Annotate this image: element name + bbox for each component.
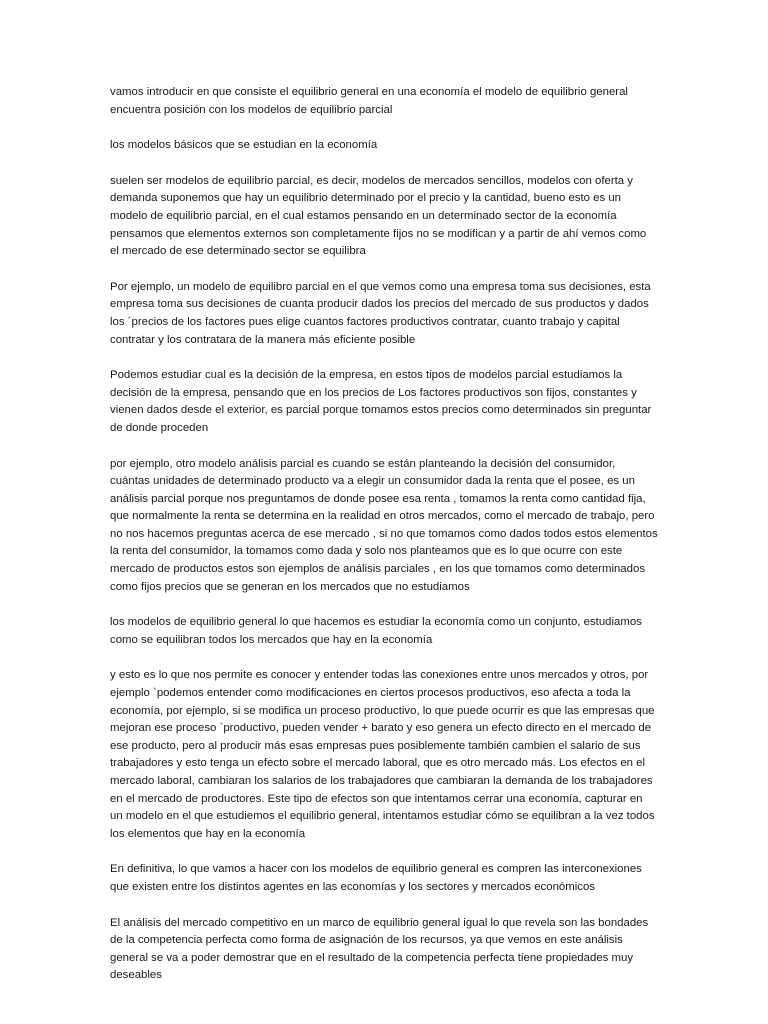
paragraph-3: suelen ser modelos de equilibrio parcial, es decir, modelos de mercados sencillos, modelos con oferta y demanda suponemos que hay un equilibrio determinado por el precio y la cantidad, bueno esto es un modelo de equilibrio parcial, en el cual estamos pensando en un determinado sector de la economía pensamos que elementos externos son completamente fijos no se modifican y a partir de ahí vemos como el mercado de ese determinado sector se equilibra <box>110 174 647 258</box>
paragraph-2: los modelos básicos que se estudian en la economía <box>110 139 378 152</box>
paragraph-8: y esto es lo que nos permite es conocer y entender todas las conexiones entre unos mercados y otros, por ejemplo `podemos entender como modificaciones en ciertos procesos productivos, eso afecta a toda la economía, por ejemplo, si se modifica un proceso productivo, lo que puede ocurrir es que las empresas que mejoran ese proceso `productivo, pueden vender + barato y eso genera un efecto directo en el mercado de ese producto, pero al producir más esas empresas pues posiblemente también cambien el salario de sus trabajadores y esto tenga un efecto sobre el mercado laboral, que es otro mercado más. Los efectos en el mercado laboral, cambiaran los salarios de los trabajadores que cambiaran la demanda de los trabajadores en el mercado de productores. Este tipo de efectos son que intentamos cerrar una economía, capturar en un modelo en el que estudiemos el equilibrio general, intentamos estudiar cómo se equilibran a la vez todos los elementos que hay en la economía <box>110 669 655 840</box>
paragraph-7: los modelos de equilibrio general lo que hacemos es estudiar la economía como un conjunto, estudiamos como se equilibran todos los mercados que hay en la economía <box>110 616 642 646</box>
paragraph-6: por ejemplo, otro modelo análisis parcial es cuando se están planteando la decisión del consumidor, cuántas unidades de determinado producto va a elegir un consumidor dada la renta que el posee, es un análisis parcial porque nos preguntamos de donde posee esa renta , tomamos la renta como cantidad fija, que normalmente la renta se determina en la realidad en otros mercados, como el mercado de trabajo, pero no nos hacemos preguntas acerca de ese mercado , si no que tomamos como dados todos estos elementos la renta del consumidor, la tomamos como dada y solo nos planteamos que es lo que ocurre con este mercado de productos estos son ejemplos de análisis parciales , en los que tomamos como determinados como fijos precios que se generan en los mercados que no estudiamos <box>110 457 658 593</box>
paragraph-5: Podemos estudiar cual es la decisión de la empresa, en estos tipos de modelos parcial estudiamos la decisión de la empresa, pensando que en los precios de Los factores productivos son fijos, constantes y vienen dados desde el exterior, es parcial porque tomamos estos precios como determinados sin preguntar de donde proceden <box>110 369 652 434</box>
paragraph-1: vamos introducir en que consiste el equilibrio general en una economía el modelo de equilibrio general encuentra posición con los modelos de equilibrio parcial <box>110 86 628 116</box>
paragraph-9: En definitiva, lo que vamos a hacer con los modelos de equilibrio general es compren las interconexiones que existen entre los distintos agentes en las economías y los sectores y mercados económicos <box>110 863 642 893</box>
document-body <box>110 84 658 1003</box>
paragraph-4: Por ejemplo, un modelo de equilibro parcial en el que vemos como una empresa toma sus decisiones, esta empresa toma sus decisiones de cuanta producir dados los precios del mercado de sus productos y dados los ´precios de los factores pues elige cuantos factores productivos contratar, cuanto trabajo y capital contratar y los contratara de la manera más eficiente posible <box>110 280 651 346</box>
paragraph-10: El análisis del mercado competitivo en un marco de equilibrio general igual lo que revela son las bondades de la competencia perfecta como forma de asignación de los recursos, ya que vemos en este análisis general se va a poder demostrar que en el resultado de la competencia perfecta tiene propiedades muy deseables <box>110 916 649 982</box>
